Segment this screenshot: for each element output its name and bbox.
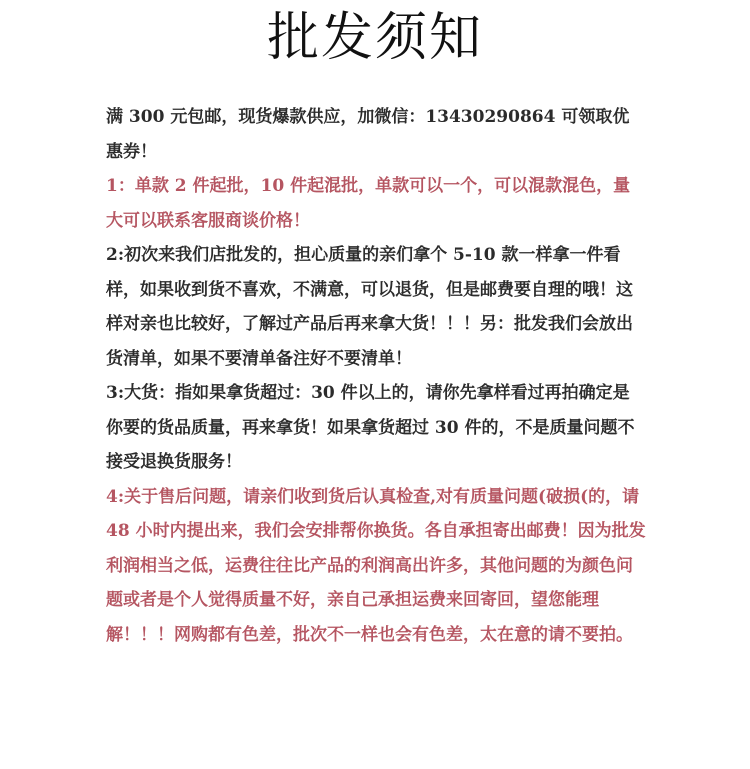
page-title: 批发须知: [266, 8, 483, 68]
rule-1-paragraph: 1：单款 2 件起批，10 件起混批，单款可以一个，可以混款混色，量大可以联系客服商谈价格！: [106, 176, 631, 231]
intro-paragraph: 满 300 元包邮，现货爆款供应，加微信：13430290864 可领取优惠券！: [106, 107, 630, 162]
rule-3-paragraph: 3:大货：指如果拿货超过：30 件以上的，请你先拿样看过再拍确定是你要的货品质量，再来拿货！如果拿货超过 30 件的，不是质量问题不接受退换货服务！: [106, 383, 635, 472]
rule-2-paragraph: 2:初次来我们店批发的，担心质量的亲们拿个 5-10 款一样拿一件看样，如果收到货不喜欢，不满意，可以退货，但是邮费要自理的哦！这样对亲也比较好，了解过产品后再来拿大货！！！另：批发我们会放出货清单，如果不要清单备注好不要清单！: [106, 245, 633, 369]
rule-4-paragraph: 4:关于售后问题，请亲们收到货后认真检查,对有质量问题(破损(的，请 48 小时内提出来，我们会安排帮你换货。各自承担寄出邮费！因为批发利润相当之低，运费往往比产品的利润高出许多，其他问题的为颜色问题或者是个人觉得质量不好，亲自己承担运费来回寄回，望您能理解！！！网购都有色差，批次不一样也会有色差，太在意的请不要拍。: [106, 486, 646, 645]
notice-body: [106, 100, 646, 652]
